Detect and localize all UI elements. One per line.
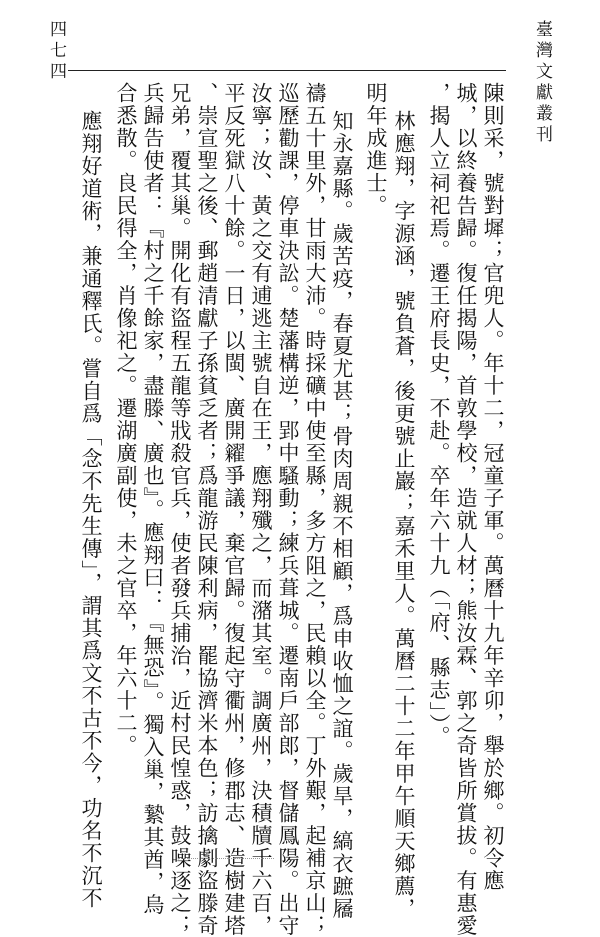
text-column-1: 陳則采，號對墀；官兜人。年十二，冠童子軍。萬曆十九年辛卯，舉於鄉。初令應 [481,82,505,892]
page-number: 四七四 [46,20,66,83]
text-column-4: 林應翔，字源涵，號負蒼，後更號止巖；嘉禾里人。萬曆二十二年甲午順天鄉薦， [392,110,416,920]
text-column-8: 巡歷勸課，停車決訟。楚藩構逆，郢中騷動；練兵葺城。遷南戶部郎，督儲鳳陽。出守 [276,82,300,937]
text-column-15: 應翔好道術，兼通釋氏。嘗自爲「念不先生傳」，謂其爲文不古不今，功名不沉不 [79,110,103,910]
text-column-10: 平反死獄八十餘。一日，以閩、廣開糴爭議，棄官歸。復起守衢州，修郡志、造樹建塔 [222,82,246,937]
text-column-5: 明年成進士。 [364,82,388,217]
scan-artifact-line [178,858,274,859]
text-column-11: 、崇宣聖之後、郵趙清獻子孫貧乏者；爲龍游民陳利病，罷協濟米本色；訪擒劇盜滕奇 [195,82,219,937]
text-column-14: 合悉散。良民得全，肖像祀之。遷湖廣副使，未之官卒，年六十二。 [114,82,138,757]
text-column-3: ，揭人立祠祀焉。遷王府長史，不赴。卒年六十九（「府、縣志」）。 [427,82,451,748]
text-column-13: 兵歸告使者：『村之千餘家，盡滕、廣也』。應翔曰：『無恐』。獨入巢，縶其酋，烏 [141,82,165,916]
text-column-7: 禱五十里外，甘雨大沛。時採礦中使至縣，多方阻之，民賴以全。丁外艱，起補京山； [303,82,327,937]
text-column-12: 兄弟，覆其巢。開化有盜程五龍等戕殺官兵，使者發兵捕治，近村民惶惑，鼓噪逐之； [168,82,192,937]
text-column-9: 汝寧；汝、黃之交有逋逃主號自在王，應翔殲之，而潴其室。調廣州，決積牘千六百， [249,82,273,937]
header-rule [68,70,506,71]
text-column-6: 知永嘉縣。歲苦疫，春夏尤甚；骨肉周親不相顧，爲申收恤之誼。歲旱，縞衣蹠屩 [330,110,354,920]
text-column-2: 城，以終養告歸。復任揭陽，首敦學校，造就人材；熊汝霖、郭之奇皆所賞拔。有惠愛 [454,82,478,937]
running-header: 臺灣文獻叢刊 [532,20,552,146]
